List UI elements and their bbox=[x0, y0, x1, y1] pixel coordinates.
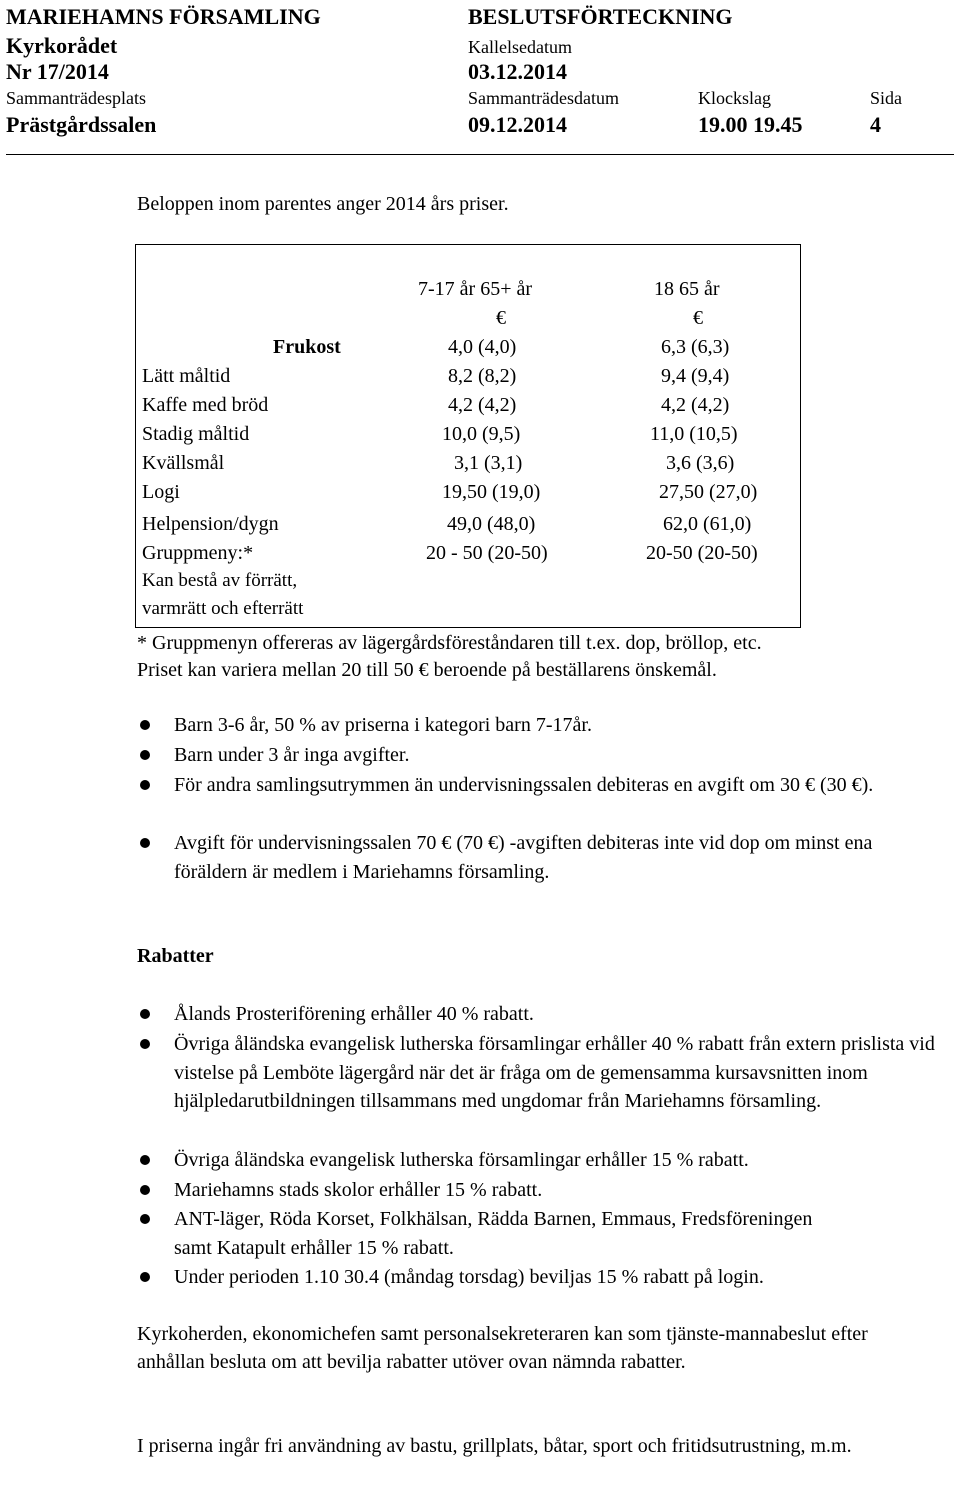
bullet-icon bbox=[140, 838, 150, 848]
meeting-place: Prästgårdssalen bbox=[6, 112, 157, 137]
row-label: Logi bbox=[142, 481, 180, 503]
group-menu-note-line1: Kan bestå av förrätt, bbox=[142, 570, 298, 591]
row-label: Lätt måltid bbox=[142, 365, 231, 387]
doc-type: BESLUTSFÖRTECKNING bbox=[468, 4, 733, 29]
time-label: Klockslag bbox=[698, 88, 771, 108]
row-value-col1: 19,50 (19,0) bbox=[442, 481, 541, 503]
bullet-icon bbox=[140, 750, 150, 760]
discount-authority-paragraph: Kyrkoherden, ekonomichefen samt personalsekreteraren kan som tjänste-mannabeslut efter anhållan besluta om att bevilja rabatter utöver ovan nämnda rabatter. bbox=[137, 1323, 868, 1373]
col-header-children-seniors: 7-17 år 65+ år bbox=[418, 278, 533, 300]
page-number: 4 bbox=[870, 112, 881, 137]
currency-col1: € bbox=[496, 307, 506, 329]
council-name: Kyrkorådet bbox=[6, 33, 118, 58]
currency-col2: € bbox=[693, 307, 703, 329]
group-menu-note-line2: varmrätt och efterrätt bbox=[142, 598, 304, 619]
row-value-col2: 9,4 (9,4) bbox=[661, 365, 730, 387]
bullet-icon bbox=[140, 1272, 150, 1282]
bullet-icon bbox=[140, 1039, 150, 1049]
meeting-date-label: Sammanträdesdatum bbox=[468, 88, 619, 108]
row-value-col1: 4,2 (4,2) bbox=[448, 394, 517, 416]
included-facilities-paragraph: I priserna ingår fri användning av bastu, grillplats, båtar, sport och fritidsutrustning, m.m. bbox=[137, 1435, 852, 1457]
row-value-col2: 27,50 (27,0) bbox=[659, 481, 758, 503]
row-value-col2: 6,3 (6,3) bbox=[661, 336, 730, 358]
row-label: Frukost bbox=[273, 336, 341, 358]
row-label: Stadig måltid bbox=[142, 423, 250, 445]
notice-date-label: Kallelsedatum bbox=[468, 37, 572, 57]
list-item: Övriga åländska evangelisk lutherska församlingar erhåller 15 % rabatt. bbox=[174, 1149, 749, 1171]
notice-date: 03.12.2014 bbox=[468, 59, 567, 84]
row-label: Helpension/dygn bbox=[142, 513, 279, 535]
list-item: Avgift för undervisningssalen 70 € (70 €) -avgiften debiteras inte vid dop om minst ena föräldern är medlem i Mariehamns församling. bbox=[174, 832, 873, 883]
price-variation-note: Priset kan variera mellan 20 till 50 € beroende på beställarens önskemål. bbox=[137, 659, 717, 681]
org-name: MARIEHAMNS FÖRSAMLING bbox=[6, 4, 321, 29]
row-value-col2: 20-50 (20-50) bbox=[646, 542, 758, 564]
bullet-icon bbox=[140, 1009, 150, 1019]
row-value-col2: 3,6 (3,6) bbox=[666, 452, 735, 474]
intro-text: Beloppen inom parentes anger 2014 års priser. bbox=[137, 193, 509, 215]
bullet-icon bbox=[140, 720, 150, 730]
row-value-col1: 49,0 (48,0) bbox=[447, 513, 536, 535]
list-item: Barn 3-6 år, 50 % av priserna i kategori barn 7-17år. bbox=[174, 714, 592, 736]
meeting-time: 19.00 19.45 bbox=[698, 112, 803, 137]
list-item: För andra samlingsutrymmen än undervisningssalen debiteras en avgift om 30 € (30 €). bbox=[174, 774, 874, 796]
discounts-heading: Rabatter bbox=[137, 945, 214, 967]
row-label: Kvällsmål bbox=[142, 452, 225, 474]
page-label: Sida bbox=[870, 88, 903, 108]
bullet-icon bbox=[140, 780, 150, 790]
bullet-icon bbox=[140, 1214, 150, 1224]
row-label: Gruppmeny:* bbox=[142, 542, 254, 564]
list-item: Ålands Prosteriförening erhåller 40 % rabatt. bbox=[174, 1003, 534, 1025]
list-item: Mariehamns stads skolor erhåller 15 % rabatt. bbox=[174, 1179, 543, 1201]
header-divider bbox=[6, 154, 954, 155]
list-item: ANT-läger, Röda Korset, Folkhälsan, Rädda Barnen, Emmaus, Fredsföreningen samt Katapult erhåller 15 % rabatt. bbox=[174, 1208, 813, 1259]
bullet-icon bbox=[140, 1185, 150, 1195]
row-value-col1: 4,0 (4,0) bbox=[448, 336, 517, 358]
col-header-adults: 18 65 år bbox=[654, 278, 720, 300]
row-value-col1: 10,0 (9,5) bbox=[442, 423, 521, 445]
protocol-number: Nr 17/2014 bbox=[6, 59, 109, 84]
list-item: Under perioden 1.10 30.4 (måndag torsdag) beviljas 15 % rabatt på login. bbox=[174, 1266, 764, 1288]
group-menu-footnote: * Gruppmenyn offereras av lägergårdsföreståndaren till t.ex. dop, bröllop, etc. bbox=[137, 632, 762, 654]
row-label: Kaffe med bröd bbox=[142, 394, 269, 416]
meeting-date: 09.12.2014 bbox=[468, 112, 567, 137]
row-value-col2: 11,0 (10,5) bbox=[650, 423, 738, 445]
list-item: Barn under 3 år inga avgifter. bbox=[174, 744, 410, 766]
meeting-place-label: Sammanträdesplats bbox=[6, 88, 146, 108]
price-table bbox=[135, 244, 801, 628]
list-item: Övriga åländska evangelisk lutherska församlingar erhåller 40 % rabatt från extern prislista vid vistelse på Lemböte lägergård när det är fråga om de gemensamma kursavsnitten inom hjälpledarutbildningen tillsammans med ungdomar från Mariehamns församling. bbox=[174, 1033, 935, 1112]
row-value-col1: 3,1 (3,1) bbox=[454, 452, 523, 474]
row-value-col1: 8,2 (8,2) bbox=[448, 365, 517, 387]
row-value-col2: 62,0 (61,0) bbox=[663, 513, 752, 535]
row-value-col1: 20 - 50 (20-50) bbox=[426, 542, 548, 564]
bullet-icon bbox=[140, 1155, 150, 1165]
row-value-col2: 4,2 (4,2) bbox=[661, 394, 730, 416]
